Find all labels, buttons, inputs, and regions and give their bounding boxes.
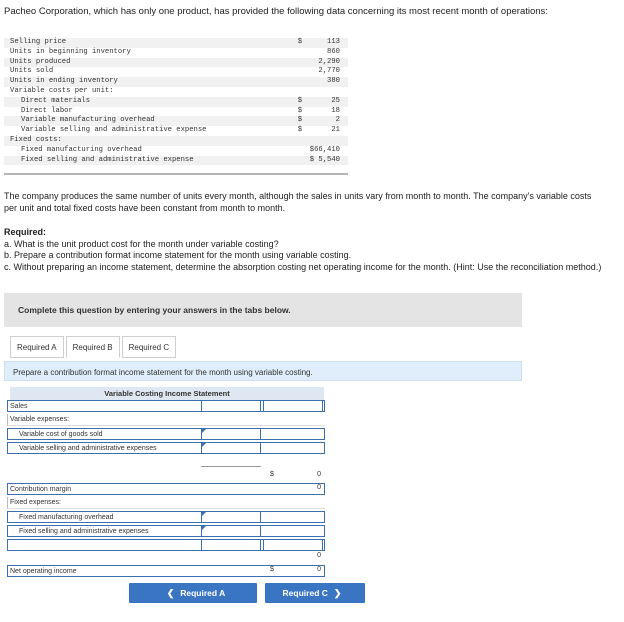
data-row-value [308, 87, 348, 97]
chevron-right-icon: ❯ [333, 587, 342, 598]
data-row-currency [296, 48, 308, 58]
data-row-currency [296, 136, 308, 146]
data-row-currency [296, 77, 308, 87]
data-row-label: Fixed manufacturing overhead [21, 145, 142, 154]
data-row-currency [296, 58, 308, 68]
tab-required-a[interactable]: Required A [10, 336, 64, 358]
chevron-left-icon: ❮ [166, 587, 175, 598]
var-cogs-input[interactable] [201, 428, 261, 440]
data-row-label: Units in beginning inventory [10, 47, 131, 56]
fixed-sga-input[interactable] [201, 525, 261, 537]
variable-expenses-label: Variable expenses: [10, 416, 70, 423]
total-fixed-col3: 0 [317, 552, 321, 559]
data-row-currency: $ [297, 106, 303, 115]
data-row-label: Units sold [10, 67, 54, 76]
required-heading: Required: [4, 227, 47, 237]
required-section [4, 227, 604, 273]
data-row-currency [296, 156, 308, 166]
sales-amount-col2[interactable] [201, 400, 261, 412]
noi-label: Net operating income [10, 568, 77, 575]
tab-instruction: Prepare a contribution format income statement for the month using variable costing. [4, 361, 522, 381]
data-table-row [4, 67, 348, 77]
fixed-sga-label: Fixed selling and administrative expenses [19, 528, 149, 535]
data-table-row [4, 97, 348, 107]
data-row-value: 21 [331, 126, 340, 135]
var-cogs-row [7, 428, 325, 440]
fixed-moh-input[interactable] [201, 511, 261, 523]
noi-dollar: $ [270, 566, 274, 573]
data-row-currency [296, 67, 308, 77]
data-row-label: Selling price [4, 38, 296, 48]
prev-button-label: Required A [180, 588, 226, 598]
tab-bar [10, 336, 178, 358]
table-divider [4, 173, 348, 175]
data-row-currency: $ [297, 126, 303, 135]
tab-required-b[interactable]: Required B [66, 336, 120, 358]
noi-row [7, 565, 325, 577]
data-row-value: 18 [331, 106, 340, 115]
variable-expenses-row [7, 414, 325, 426]
noi-value: 0 [317, 566, 321, 573]
blank-row-col3[interactable] [263, 539, 323, 551]
data-row-currency [296, 87, 308, 97]
required-c: c. Without preparing an income statement, determine the absorption costing net operating income for the month. (Hint: Use the reconciliation method.) [4, 261, 602, 272]
data-row-label: Units in ending inventory [4, 77, 296, 87]
total-var-col2: 0 [317, 471, 321, 478]
var-sga-row [7, 442, 325, 454]
data-row-value: 380 [308, 77, 348, 87]
contribution-margin-row [7, 483, 325, 495]
data-row-currency: $ [296, 38, 308, 48]
tab-required-c[interactable]: Required C [122, 336, 176, 358]
required-a: a. What is the unit product cost for the month under variable costing? [4, 238, 279, 249]
data-row-value: 2,770 [318, 67, 340, 76]
data-row-value: 25 [308, 97, 348, 107]
total-var-dollar: $ [270, 471, 274, 478]
data-table-row [4, 136, 348, 146]
data-row-label: Direct materials [4, 97, 296, 107]
banner-text: Complete this question by entering your answers in the tabs below. [18, 305, 291, 315]
data-table-row [4, 77, 348, 87]
var-sga-input[interactable] [201, 442, 261, 454]
data-row-value: 860 [327, 47, 340, 56]
data-row-label: Units produced [4, 58, 296, 68]
var-sga-label: Variable selling and administrative expenses [19, 445, 157, 452]
fixed-expenses-row [7, 497, 325, 509]
next-button[interactable] [265, 583, 365, 603]
data-table-row [4, 58, 348, 68]
sales-amount-input[interactable] [263, 400, 323, 412]
data-row-value: $ 5,540 [308, 156, 348, 166]
problem-intro: Pacheo Corporation, which has only one product, has provided the following data concerning its most recent month of operations: [4, 6, 548, 17]
next-button-label: Required C [282, 588, 328, 598]
data-row-value: $66,410 [309, 145, 340, 154]
data-row-value: 2 [308, 116, 348, 126]
data-table-row [4, 146, 348, 156]
total-var-col3: 0 [317, 484, 321, 491]
data-row-value: 113 [308, 38, 348, 48]
data-row-value [308, 136, 348, 146]
data-table-row [4, 107, 348, 117]
data-row-currency: $ [296, 116, 308, 126]
statement-title: Variable Costing Income Statement [10, 387, 324, 400]
data-row-label: Variable selling and administrative expense [21, 126, 207, 135]
required-b: b. Prepare a contribution format income statement for the month using variable costing. [4, 250, 352, 261]
data-table [4, 38, 348, 165]
fixed-expenses-label: Fixed expenses: [10, 499, 61, 506]
fixed-moh-row [7, 511, 325, 523]
data-table-row [4, 87, 348, 97]
contribution-margin-label: Contribution margin [10, 486, 72, 493]
problem-paragraph: The company produces the same number of units every month, although the sales in units vary from month to month. The company's variable costs per unit and total fixed costs have been constant from month to month. [4, 191, 592, 213]
blank-row-col2[interactable] [201, 539, 261, 551]
fixed-moh-label: Fixed manufacturing overhead [19, 514, 114, 521]
fixed-sga-row [7, 525, 325, 537]
data-table-row [4, 156, 348, 166]
data-table-row [4, 116, 348, 126]
data-row-currency: $ [296, 97, 308, 107]
data-row-label: Fixed costs: [4, 136, 296, 146]
prev-button[interactable] [129, 583, 257, 603]
data-table-row [4, 38, 348, 48]
var-cogs-label: Variable cost of goods sold [19, 431, 103, 438]
sales-label: Sales [10, 403, 28, 410]
data-row-label: Variable manufacturing overhead [4, 116, 296, 126]
data-table-row [4, 48, 348, 58]
data-table-row [4, 126, 348, 136]
instructions-banner [4, 293, 522, 327]
data-row-label: Fixed selling and administrative expense [4, 156, 296, 166]
data-row-label: Direct labor [21, 106, 73, 115]
data-row-value: 2,290 [308, 58, 348, 68]
total-var-line-col2 [201, 466, 261, 467]
data-row-label: Variable costs per unit: [10, 86, 114, 95]
data-row-currency [296, 146, 308, 156]
